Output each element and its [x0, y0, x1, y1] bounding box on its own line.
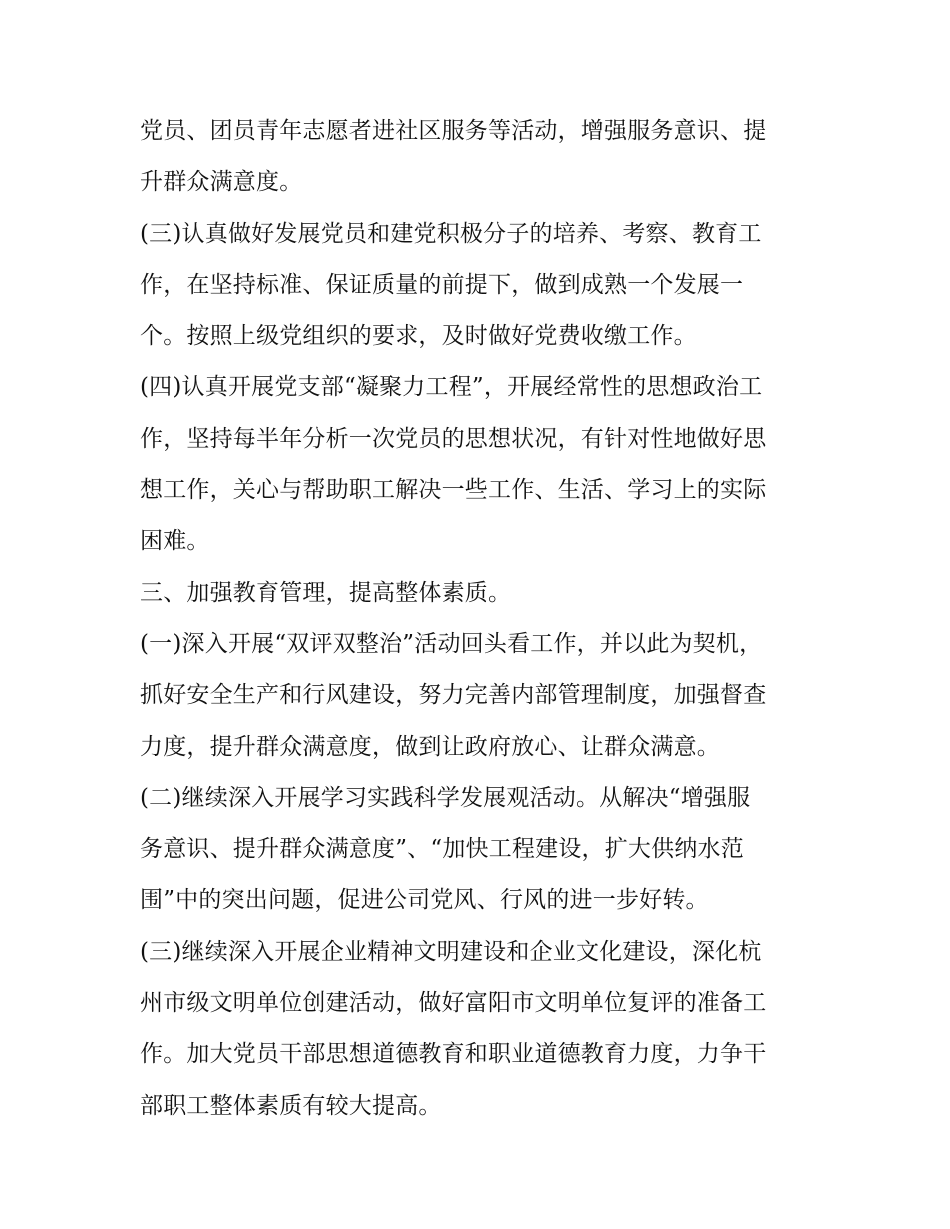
text-line: 抓好安全生产和行风建设，努力完善内部管理制度，加强督查 [140, 682, 767, 709]
text-line: 个。按照上级党组织的要求，及时做好党费收缴工作。 [140, 323, 697, 350]
text-line: 州市级文明单位创建活动，做好富阳市文明单位复评的准备工 [140, 990, 767, 1017]
text-line: 作，坚持每半年分析一次党员的思想状况，有针对性地做好思 [140, 425, 767, 452]
text-line: 务意识、提升群众满意度”、“加快工程建设，扩大供纳水范 [140, 836, 744, 863]
text-line: 升群众满意度。 [140, 169, 303, 196]
text-line: 想工作，关心与帮助职工解决一些工作、生活、学习上的实际 [140, 477, 767, 504]
text-line: 作。加大党员干部思想道德教育和职业道德教育力度，力争干 [140, 1041, 767, 1068]
body-text [140, 106, 820, 1132]
text-line: (二)继续深入开展学习实践科学发展观活动。从解决“增强服 [140, 784, 751, 811]
text-line: (四)认真开展党支部“凝聚力工程”，开展经常性的思想政治工 [140, 374, 763, 401]
text-line: (一)深入开展“双评双整治”活动回头看工作，并以此为契机， [140, 630, 763, 657]
section-heading: 三、加强教育管理，提高整体素质。 [140, 579, 512, 606]
text-line: 力度，提升群众满意度，做到让政府放心、让群众满意。 [140, 733, 720, 760]
text-line: 作，在坚持标准、保证质量的前提下，做到成熟一个发展一 [140, 271, 744, 298]
text-line: (三)认真做好发展党员和建党积极分子的培养、考察、教育工 [140, 220, 762, 247]
text-line: (三)继续深入开展企业精神文明建设和企业文化建设，深化杭 [140, 938, 762, 965]
text-line: 部职工整体素质有较大提高。 [140, 1092, 442, 1119]
text-line: 困难。 [140, 528, 210, 555]
text-line: 围”中的突出问题，促进公司党风、行风的进一步好转。 [140, 887, 709, 914]
text-line: 党员、团员青年志愿者进社区服务等活动，增强服务意识、提 [140, 118, 767, 144]
